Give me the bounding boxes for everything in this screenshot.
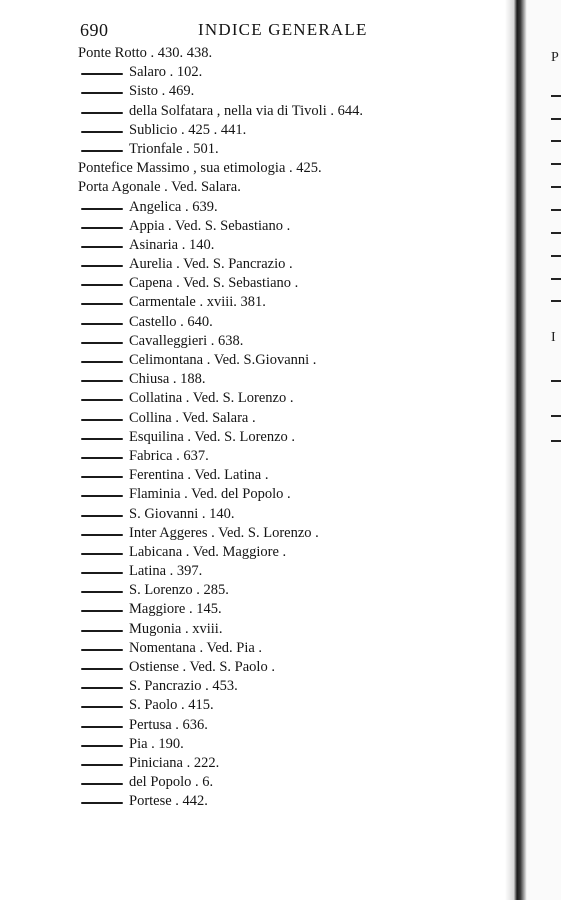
index-subentry: Celimontana . Ved. S.Giovanni .	[78, 351, 508, 370]
facing-page-dash	[551, 163, 561, 165]
index-subentry: Latina . 397.	[78, 562, 508, 581]
index-subentry: Trionfale . 501.	[78, 140, 508, 159]
index-subentry: Fabrica . 637.	[78, 447, 508, 466]
index-subentry: S. Lorenzo . 285.	[78, 581, 508, 600]
index-subentry: Ostiense . Ved. S. Paolo .	[78, 658, 508, 677]
index-subentry: della Solfatara , nella via di Tivoli . 644.	[78, 102, 508, 121]
facing-page-dash	[551, 140, 561, 142]
index-subentry: S. Giovanni . 140.	[78, 505, 508, 524]
index-entry: Ponte Rotto . 430. 438.	[78, 45, 213, 61]
index-entries	[78, 44, 508, 812]
index-subentry: Salaro . 102.	[78, 63, 508, 82]
page-header	[80, 18, 500, 44]
facing-page-dash	[551, 186, 561, 188]
index-subentry: Maggiore . 145.	[78, 600, 508, 619]
index-subentry: Pia . 190.	[78, 735, 508, 754]
facing-page-dash	[551, 209, 561, 211]
facing-page-dash	[551, 95, 561, 97]
index-entry: Porta Agonale . Ved. Salara.	[78, 179, 241, 196]
page-gutter	[505, 0, 527, 900]
index-subentry: Sisto . 469.	[78, 82, 508, 101]
index-subentry: S. Pancrazio . 453.	[78, 677, 508, 696]
facing-page-letter: I	[551, 330, 556, 345]
index-subentry: Piniciana . 222.	[78, 754, 508, 773]
facing-page-dash	[551, 440, 561, 442]
index-subentry: Angelica . 639.	[78, 198, 508, 217]
index-subentry: Sublicio . 425 . 441.	[78, 121, 508, 140]
index-subentry: Castello . 640.	[78, 313, 508, 332]
running-title: INDICE GENERALE	[198, 20, 368, 39]
index-subentry: Carmentale . xviii. 381.	[78, 293, 508, 312]
index-subentry: Asinaria . 140.	[78, 236, 508, 255]
index-subentry: S. Paolo . 415.	[78, 696, 508, 715]
facing-page-dash	[551, 278, 561, 280]
facing-page-edge	[527, 0, 561, 900]
index-subentry: Collina . Ved. Salara .	[78, 409, 508, 428]
index-subentry: Esquilina . Ved. S. Lorenzo .	[78, 428, 508, 447]
index-subentry: Nomentana . Ved. Pia .	[78, 639, 508, 658]
index-subentry: Pertusa . 636.	[78, 716, 508, 735]
index-subentry: Ferentina . Ved. Latina .	[78, 466, 508, 485]
index-subentry: Inter Aggeres . Ved. S. Lorenzo .	[78, 524, 508, 543]
index-subentry: Capena . Ved. S. Sebastiano .	[78, 274, 508, 293]
index-subentry: Cavalleggieri . 638.	[78, 332, 508, 351]
index-subentry: Appia . Ved. S. Sebastiano .	[78, 217, 508, 236]
index-subentry: Chiusa . 188.	[78, 370, 508, 389]
facing-page-letter: P	[551, 50, 559, 65]
facing-page-dash	[551, 255, 561, 257]
facing-page-dash	[551, 415, 561, 417]
index-entry: Pontefice Massimo , sua etimologia . 425.	[78, 160, 322, 177]
index-subentry: Labicana . Ved. Maggiore .	[78, 543, 508, 562]
page-number: 690	[80, 20, 109, 40]
facing-page-dash	[551, 118, 561, 120]
facing-page-dash	[551, 232, 561, 234]
index-subentry: Collatina . Ved. S. Lorenzo .	[78, 389, 508, 408]
facing-page-dash	[551, 300, 561, 302]
index-subentry: Aurelia . Ved. S. Pancrazio .	[78, 255, 508, 274]
index-subentry: Flaminia . Ved. del Popolo .	[78, 485, 508, 504]
index-subentry: Mugonia . xviii.	[78, 620, 508, 639]
index-subentry: Portese . 442.	[78, 792, 508, 811]
facing-page-dash	[551, 380, 561, 382]
index-subentry: del Popolo . 6.	[78, 773, 508, 792]
